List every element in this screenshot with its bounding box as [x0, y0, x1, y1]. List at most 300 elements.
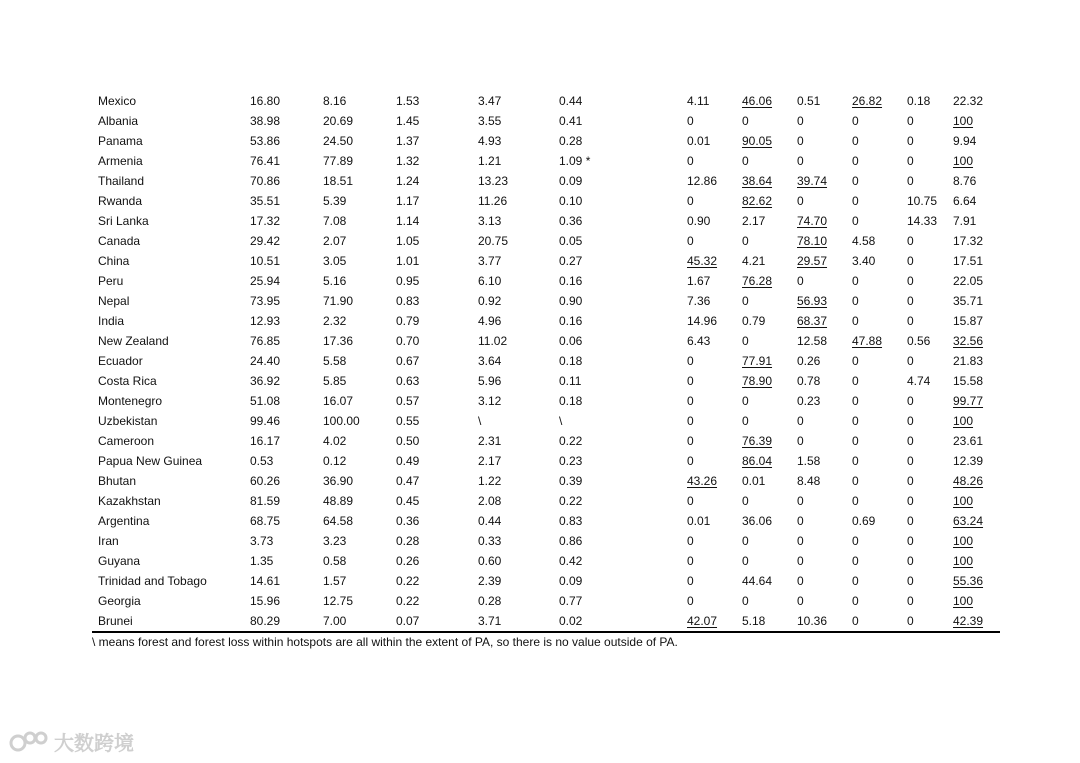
- row-country-name: Trinidad and Tobago: [98, 574, 207, 588]
- table-cell: 86.04: [742, 454, 773, 468]
- row-country-name: New Zealand: [98, 334, 169, 348]
- table-cell: 0.22: [396, 574, 420, 588]
- table-cell: 15.87: [953, 314, 984, 328]
- table-row: [92, 231, 1000, 251]
- table-cell: 0: [852, 294, 859, 308]
- table-row: [92, 491, 1000, 511]
- table-cell: 1.53: [396, 94, 420, 108]
- table-cell: 36.06: [742, 514, 773, 528]
- table-cell: 39.74: [797, 174, 828, 188]
- table-cell: 3.23: [323, 534, 347, 548]
- table-cell: 0: [852, 114, 859, 128]
- row-country-name: Guyana: [98, 554, 141, 568]
- table-cell: 0.78: [797, 374, 821, 388]
- table-cell: 0: [907, 574, 914, 588]
- row-country-name: Uzbekistan: [98, 414, 158, 428]
- table-cell: 0: [797, 574, 804, 588]
- table-cell: 0: [742, 414, 749, 428]
- table-cell: 0: [742, 394, 749, 408]
- table-cell: 11.02: [478, 334, 508, 348]
- table-cell: 1.14: [396, 214, 420, 228]
- table-cell: 0: [797, 154, 804, 168]
- table-cell: 2.32: [323, 314, 347, 328]
- table-cell: 0.44: [478, 514, 502, 528]
- row-country-name: Thailand: [98, 174, 145, 188]
- table-row: [92, 531, 1000, 551]
- table-cell: 0: [797, 434, 804, 448]
- table-cell: 77.89: [323, 154, 354, 168]
- table-cell: 3.55: [478, 114, 502, 128]
- table-cell: 4.02: [323, 434, 347, 448]
- table-cell: 1.24: [396, 174, 420, 188]
- table-cell: 0.69: [852, 514, 876, 528]
- table-row: [92, 271, 1000, 291]
- row-country-name: Panama: [98, 134, 143, 148]
- table-cell: 0.07: [390, 611, 472, 632]
- row-country-name: Albania: [98, 114, 139, 128]
- table-cell: 0: [901, 611, 947, 632]
- table-cell: 63.24: [953, 514, 984, 528]
- table-cell: 13.23: [478, 174, 509, 188]
- watermark-text: 大数跨境: [54, 731, 134, 755]
- table-cell: 0.53: [250, 454, 274, 468]
- table-cell: 0.55: [396, 414, 420, 428]
- row-country-name: China: [98, 254, 130, 268]
- table-row: [92, 551, 1000, 571]
- row-country-name: Brunei: [92, 611, 244, 632]
- table-cell: 24.50: [323, 134, 354, 148]
- table-cell: 99.77: [953, 394, 984, 408]
- table-cell: 100: [953, 414, 974, 428]
- table-cell: 100: [953, 594, 974, 608]
- table-cell: 5.85: [323, 374, 347, 388]
- table-cell: 100.00: [323, 414, 360, 428]
- table-row: [92, 211, 1000, 231]
- table-cell: 1.32: [396, 154, 420, 168]
- table-cell: 0.23: [797, 394, 821, 408]
- table-cell: 5.39: [323, 194, 347, 208]
- table-cell: 0: [742, 114, 749, 128]
- table-cell: 0: [742, 154, 749, 168]
- row-country-name: Iran: [98, 534, 119, 548]
- table-cell: 38.98: [250, 114, 281, 128]
- table-cell: 0.56: [907, 334, 931, 348]
- table-cell: 90.05: [742, 134, 773, 148]
- table-cell: 3.47: [478, 94, 502, 108]
- row-country-name: Costa Rica: [98, 374, 157, 388]
- table-cell: 12.58: [797, 334, 828, 348]
- table-cell: 26.82: [852, 94, 883, 108]
- table-cell: 0: [797, 514, 804, 528]
- table-cell: 24.40: [250, 354, 281, 368]
- table-cell: 0.60: [478, 554, 502, 568]
- table-cell: 10.36: [791, 611, 846, 632]
- table-cell: 10.51: [250, 254, 281, 268]
- row-country-name: Georgia: [98, 594, 141, 608]
- table-cell: 99.46: [250, 414, 281, 428]
- table-footnote: \ means forest and forest loss within hotspots are all within the extent of PA, so there is no value outside of PA.: [92, 635, 678, 649]
- table-cell: 0: [687, 114, 694, 128]
- table-cell: 47.88: [852, 334, 883, 348]
- table-cell: 0: [687, 154, 694, 168]
- table-cell: 1.01: [396, 254, 420, 268]
- table-cell: 0.18: [907, 94, 931, 108]
- row-country-name: Bhutan: [98, 474, 137, 488]
- table-cell: 100: [953, 154, 974, 168]
- table-cell: 0: [687, 374, 694, 388]
- table-cell: 0: [846, 611, 901, 632]
- table-cell: 14.33: [907, 214, 938, 228]
- table-cell: 68.37: [797, 314, 828, 328]
- table-cell: 20.69: [323, 114, 354, 128]
- table-cell: 0: [907, 254, 914, 268]
- table-cell: 0.22: [559, 494, 583, 508]
- table-cell: 21.83: [953, 354, 984, 368]
- table-cell: \: [559, 414, 563, 428]
- table-cell: 0.44: [559, 94, 583, 108]
- table-row: [92, 111, 1000, 131]
- table-cell: 0.12: [323, 454, 347, 468]
- table-cell: 0: [687, 554, 694, 568]
- table-cell: 0: [907, 454, 914, 468]
- table-cell: 38.64: [742, 174, 773, 188]
- row-country-name: Kazakhstan: [98, 494, 161, 508]
- table-cell: 11.26: [478, 194, 508, 208]
- table-cell: 29.42: [250, 234, 281, 248]
- table-cell: 0: [907, 154, 914, 168]
- table-cell: 25.94: [250, 274, 281, 288]
- table-cell: 5.58: [323, 354, 347, 368]
- table-cell: 0: [742, 234, 749, 248]
- table-cell: 0.90: [687, 214, 711, 228]
- table-cell: 0: [687, 234, 694, 248]
- table-cell: 0.41: [559, 114, 583, 128]
- table-cell: 0.18: [559, 354, 583, 368]
- table-row: [92, 291, 1000, 311]
- table-cell: 0: [907, 134, 914, 148]
- table-cell: 60.26: [250, 474, 281, 488]
- table-cell: 0: [907, 494, 914, 508]
- table-cell: 0: [687, 494, 694, 508]
- table-cell: 6.43: [687, 334, 711, 348]
- table-cell: 0: [797, 594, 804, 608]
- table-cell: 0.28: [559, 134, 583, 148]
- table-cell: 23.61: [953, 434, 984, 448]
- table-cell: 17.36: [323, 334, 354, 348]
- table-cell: 17.32: [953, 234, 984, 248]
- row-country-name: India: [98, 314, 125, 328]
- table-cell: 0.90: [559, 294, 583, 308]
- table-cell: 0.01: [742, 474, 766, 488]
- table-cell: 0.83: [396, 294, 420, 308]
- table-cell: 0.50: [396, 434, 420, 448]
- table-cell: 0: [797, 114, 804, 128]
- table-cell: 17.32: [250, 214, 281, 228]
- table-cell: 3.71: [472, 611, 553, 632]
- table-cell: 1.21: [478, 154, 502, 168]
- table-cell: 74.70: [797, 214, 828, 228]
- table-cell: 0.01: [687, 134, 711, 148]
- table-cell: 0: [907, 234, 914, 248]
- table-cell: 0: [742, 494, 749, 508]
- row-country-name: Rwanda: [98, 194, 143, 208]
- table-cell: 0: [797, 274, 804, 288]
- table-cell: 0: [797, 134, 804, 148]
- table-row: [92, 191, 1000, 211]
- table-cell: 1.05: [396, 234, 420, 248]
- table-cell: 100: [953, 554, 974, 568]
- table-cell: 0.92: [478, 294, 502, 308]
- table-cell: 14.96: [687, 314, 718, 328]
- table-cell: 8.76: [953, 174, 977, 188]
- table-cell: 0.83: [559, 514, 583, 528]
- table-cell: 0: [742, 554, 749, 568]
- table-cell: 2.39: [478, 574, 502, 588]
- table-cell: 3.73: [250, 534, 274, 548]
- row-country-name: Cameroon: [98, 434, 155, 448]
- table-cell: 3.13: [478, 214, 502, 228]
- table-cell: 36.92: [250, 374, 281, 388]
- table-cell: 0.77: [559, 594, 583, 608]
- row-country-name: Mexico: [98, 94, 137, 108]
- table-cell: 5.96: [478, 374, 502, 388]
- table-cell: 0.28: [396, 534, 420, 548]
- table-cell: 0: [852, 274, 859, 288]
- table-cell: 1.17: [396, 194, 420, 208]
- table-row: [92, 391, 1000, 411]
- table-cell: 4.96: [478, 314, 502, 328]
- table-cell: 0.16: [559, 274, 583, 288]
- table-cell: 4.93: [478, 134, 502, 148]
- table-cell: 0: [852, 554, 859, 568]
- table-cell: 3.12: [478, 394, 502, 408]
- table-cell: 0: [687, 354, 694, 368]
- watermark-logo-icon: [8, 729, 50, 755]
- table-cell: 0: [852, 574, 859, 588]
- table-cell: 4.21: [742, 254, 766, 268]
- table-cell: 0: [687, 194, 694, 208]
- table-cell: 0.51: [797, 94, 821, 108]
- table-cell: 0: [852, 314, 859, 328]
- table-cell: 0: [907, 114, 914, 128]
- table-cell: 81.59: [250, 494, 281, 508]
- table-cell: 0: [742, 334, 749, 348]
- table-cell: 100: [953, 534, 974, 548]
- table-cell: 0.11: [559, 374, 582, 388]
- table-cell: 0: [687, 394, 694, 408]
- table-cell: 0.26: [797, 354, 821, 368]
- table-cell: 2.07: [323, 234, 347, 248]
- table-cell: 0: [907, 534, 914, 548]
- table-cell: 55.36: [953, 574, 984, 588]
- table-cell: 77.91: [742, 354, 773, 368]
- table-cell: 0: [852, 534, 859, 548]
- table-cell: 4.74: [907, 374, 931, 388]
- table-cell: 56.93: [797, 294, 828, 308]
- table-cell: 5.18: [736, 611, 791, 632]
- table-cell: 1.22: [478, 474, 502, 488]
- table-cell: 100: [953, 494, 974, 508]
- table-cell: 0.95: [396, 274, 420, 288]
- table-cell: 0.58: [323, 554, 347, 568]
- table-cell: 0.10: [559, 194, 583, 208]
- table-cell: 0: [687, 594, 694, 608]
- table-cell: 0: [742, 534, 749, 548]
- table-cell: 48.26: [953, 474, 984, 488]
- data-table: [92, 91, 1000, 633]
- row-country-name: Armenia: [98, 154, 143, 168]
- table-cell: 0: [852, 454, 859, 468]
- table-row: [92, 151, 1000, 171]
- table-cell: 0: [852, 414, 859, 428]
- table-cell: 48.89: [323, 494, 354, 508]
- table-cell: 1.58: [797, 454, 821, 468]
- row-country-name: Sri Lanka: [98, 214, 149, 228]
- table-row: [92, 451, 1000, 471]
- table-cell: 0: [797, 494, 804, 508]
- table-cell: 1.35: [250, 554, 274, 568]
- table-cell: 12.39: [953, 454, 984, 468]
- table-row: [92, 471, 1000, 491]
- table-cell: 4.11: [687, 94, 710, 108]
- table-cell: 0: [852, 154, 859, 168]
- table-cell: 35.51: [250, 194, 281, 208]
- table-cell: 15.58: [953, 374, 984, 388]
- table-cell: 3.64: [478, 354, 502, 368]
- table-cell: 0: [852, 594, 859, 608]
- table-cell: 0.67: [396, 354, 420, 368]
- table-row: [92, 371, 1000, 391]
- table-row: [92, 171, 1000, 191]
- table-row: [92, 351, 1000, 371]
- table-cell: 0.27: [559, 254, 583, 268]
- table-row: [92, 131, 1000, 151]
- table-cell: 43.26: [687, 474, 718, 488]
- table-cell: 53.86: [250, 134, 281, 148]
- table-cell: 76.41: [250, 154, 281, 168]
- table-cell: 0: [907, 554, 914, 568]
- table-cell: 1.09 *: [559, 154, 591, 168]
- table-cell: 0.26: [396, 554, 420, 568]
- table-cell: 7.08: [323, 214, 347, 228]
- table-cell: 0.79: [396, 314, 420, 328]
- table-cell: 0: [907, 354, 914, 368]
- table-cell: 0.16: [559, 314, 583, 328]
- table-cell: 68.75: [250, 514, 281, 528]
- table-cell: 0.49: [396, 454, 420, 468]
- table-cell: 18.51: [323, 174, 354, 188]
- table-row: [92, 591, 1000, 611]
- table-cell: 0: [907, 294, 914, 308]
- table-cell: 0: [852, 434, 859, 448]
- table-cell: 29.57: [797, 254, 828, 268]
- table-cell: 0.86: [559, 534, 583, 548]
- table-cell: 51.08: [250, 394, 281, 408]
- table-cell: 0: [907, 314, 914, 328]
- row-country-name: Papua New Guinea: [98, 454, 203, 468]
- table-cell: 0.01: [687, 514, 711, 528]
- table-cell: 6.10: [478, 274, 502, 288]
- row-country-name: Argentina: [98, 514, 150, 528]
- table-cell: 0.09: [559, 574, 583, 588]
- table-cell: 3.05: [323, 254, 347, 268]
- table-cell: 0: [852, 194, 859, 208]
- table-cell: 7.36: [687, 294, 711, 308]
- table-cell: 0: [742, 294, 749, 308]
- table-cell: 0.63: [396, 374, 420, 388]
- table-cell: 0: [907, 474, 914, 488]
- table-row: [92, 611, 1000, 632]
- table-cell: 0.23: [559, 454, 583, 468]
- table-cell: 0.79: [742, 314, 766, 328]
- table-cell: 42.39: [947, 611, 1000, 632]
- table-cell: 22.05: [953, 274, 984, 288]
- table-cell: 82.62: [742, 194, 773, 208]
- table-cell: 73.95: [250, 294, 281, 308]
- table-row: [92, 411, 1000, 431]
- table-cell: 45.32: [687, 254, 718, 268]
- table-cell: 2.08: [478, 494, 502, 508]
- table-cell: 0.45: [396, 494, 420, 508]
- table-cell: 0: [907, 514, 914, 528]
- table-cell: 0: [852, 494, 859, 508]
- table-row: [92, 311, 1000, 331]
- table-cell: 1.67: [687, 274, 711, 288]
- table-cell: 0.42: [559, 554, 583, 568]
- table-cell: 0: [852, 354, 859, 368]
- table-cell: 100: [953, 114, 974, 128]
- table-cell: 2.17: [742, 214, 766, 228]
- table-cell: 0: [907, 174, 914, 188]
- row-country-name: Montenegro: [98, 394, 163, 408]
- table-cell: 0: [907, 274, 914, 288]
- table-cell: 0.57: [396, 394, 420, 408]
- table-cell: 9.94: [953, 134, 977, 148]
- table-cell: 35.71: [953, 294, 984, 308]
- table-cell: 0.05: [559, 234, 583, 248]
- table-cell: 7.91: [953, 214, 977, 228]
- table-cell: 0.36: [559, 214, 583, 228]
- table-row: [92, 431, 1000, 451]
- table-cell: 0: [797, 554, 804, 568]
- table-cell: 15.96: [250, 594, 281, 608]
- table-body: [92, 91, 1000, 632]
- table-cell: 78.10: [797, 234, 828, 248]
- table-cell: 42.07: [681, 611, 736, 632]
- table-cell: 16.80: [250, 94, 281, 108]
- table-cell: 0.33: [478, 534, 502, 548]
- table-cell: 0: [907, 594, 914, 608]
- table-cell: 2.17: [478, 454, 502, 468]
- table-cell: 44.64: [742, 574, 773, 588]
- table-cell: 0: [687, 434, 694, 448]
- table-cell: 0: [852, 134, 859, 148]
- table-cell: 12.86: [687, 174, 718, 188]
- table-cell: 0: [687, 574, 694, 588]
- table-cell: 14.61: [250, 574, 281, 588]
- table-row: [92, 251, 1000, 271]
- table-cell: 76.85: [250, 334, 281, 348]
- table-cell: 0: [852, 394, 859, 408]
- row-country-name: Nepal: [98, 294, 130, 308]
- table-cell: 8.48: [797, 474, 821, 488]
- table-cell: 78.90: [742, 374, 773, 388]
- table-cell: 46.06: [742, 94, 773, 108]
- table-cell: 4.58: [852, 234, 876, 248]
- table-cell: 64.58: [323, 514, 354, 528]
- table-cell: 0: [742, 594, 749, 608]
- table-cell: \: [478, 414, 482, 428]
